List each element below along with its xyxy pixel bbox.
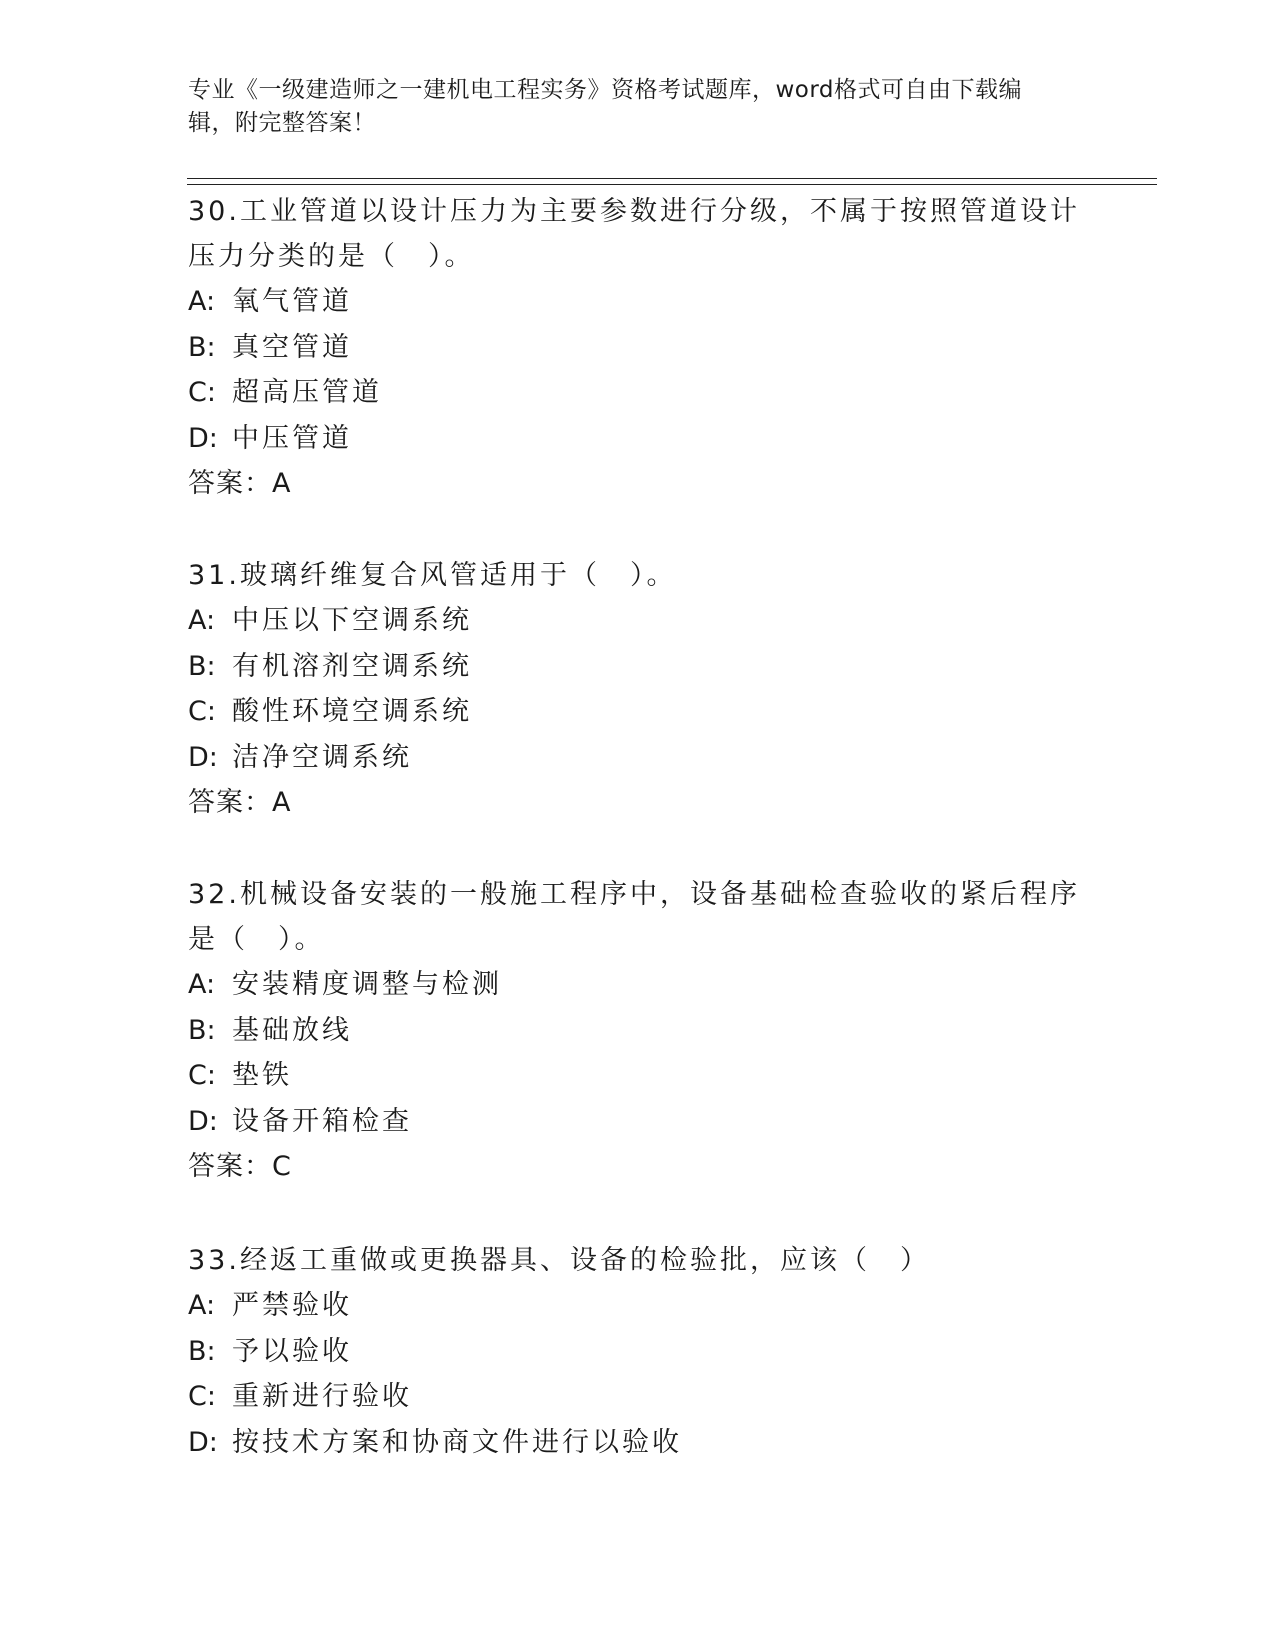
question-stem: 30.工业管道以设计压力为主要参数进行分级，不属于按照管道设计压力分类的是（ ）。 <box>188 196 1080 272</box>
option-text: 有机溶剂空调系统 <box>232 650 472 682</box>
option-key: C: <box>188 696 216 727</box>
option-key: C: <box>188 377 216 408</box>
option-key: B: <box>188 331 216 363</box>
option-text: 氧气管道 <box>232 286 352 317</box>
option-key: B: <box>188 650 216 682</box>
option-d <box>188 735 1088 781</box>
header-divider-top <box>187 178 1157 179</box>
option-text: 重新进行验收 <box>232 1381 412 1412</box>
option-key: D: <box>188 422 218 454</box>
option-a <box>188 279 1088 325</box>
option-b <box>188 644 1088 690</box>
option-c <box>188 370 1088 416</box>
answer-line: 答案：A <box>188 468 292 499</box>
option-text: 设备开箱检查 <box>232 1105 412 1137</box>
option-b <box>188 1329 1088 1375</box>
option-d <box>188 416 1088 462</box>
question-32 <box>188 872 1088 1190</box>
option-a <box>188 598 1088 644</box>
question-stem: 31.玻璃纤维复合风管适用于（ ）。 <box>188 560 677 591</box>
question-stem: 33.经返工重做或更换器具、设备的检验批，应该（ ） <box>188 1245 930 1276</box>
option-b <box>188 1008 1088 1054</box>
option-text: 安装精度调整与检测 <box>232 969 502 1000</box>
option-text: 真空管道 <box>232 331 352 363</box>
answer-line: 答案：C <box>188 1151 292 1182</box>
option-key: D: <box>188 1105 218 1137</box>
option-text: 严禁验收 <box>232 1290 352 1321</box>
option-c <box>188 1053 1088 1099</box>
question-33 <box>188 1238 1088 1465</box>
option-a <box>188 962 1088 1008</box>
option-key: D: <box>188 741 218 773</box>
option-d <box>188 1420 1088 1466</box>
option-key: C: <box>188 1060 216 1091</box>
option-text: 予以验收 <box>232 1335 352 1367</box>
option-d <box>188 1099 1088 1145</box>
option-c <box>188 1374 1088 1420</box>
option-text: 基础放线 <box>232 1014 352 1046</box>
document-header-text: 专业《一级建造师之一建机电工程实务》资格考试题库，word格式可自由下载编辑，附完整答案！ <box>188 77 1023 136</box>
question-30 <box>188 189 1088 507</box>
question-31 <box>188 553 1088 826</box>
option-key: C: <box>188 1381 216 1412</box>
option-text: 酸性环境空调系统 <box>232 696 472 727</box>
option-key: A: <box>188 969 216 1000</box>
option-key: B: <box>188 1335 216 1367</box>
option-key: A: <box>188 286 216 317</box>
option-text: 中压管道 <box>232 422 352 454</box>
option-c <box>188 689 1088 735</box>
option-text: 垫铁 <box>232 1060 292 1091</box>
option-b <box>188 325 1088 371</box>
option-text: 洁净空调系统 <box>232 741 412 773</box>
option-text: 超高压管道 <box>232 377 382 408</box>
answer-line: 答案：A <box>188 787 292 818</box>
question-stem: 32.机械设备安装的一般施工程序中，设备基础检查验收的紧后程序是（ ）。 <box>188 879 1080 955</box>
option-text: 按技术方案和协商文件进行以验收 <box>232 1426 682 1458</box>
option-text: 中压以下空调系统 <box>232 605 472 636</box>
option-a <box>188 1283 1088 1329</box>
option-key: A: <box>188 605 216 636</box>
option-key: B: <box>188 1014 216 1046</box>
option-key: A: <box>188 1290 216 1321</box>
option-key: D: <box>188 1426 218 1458</box>
header-divider-bottom <box>187 184 1157 185</box>
